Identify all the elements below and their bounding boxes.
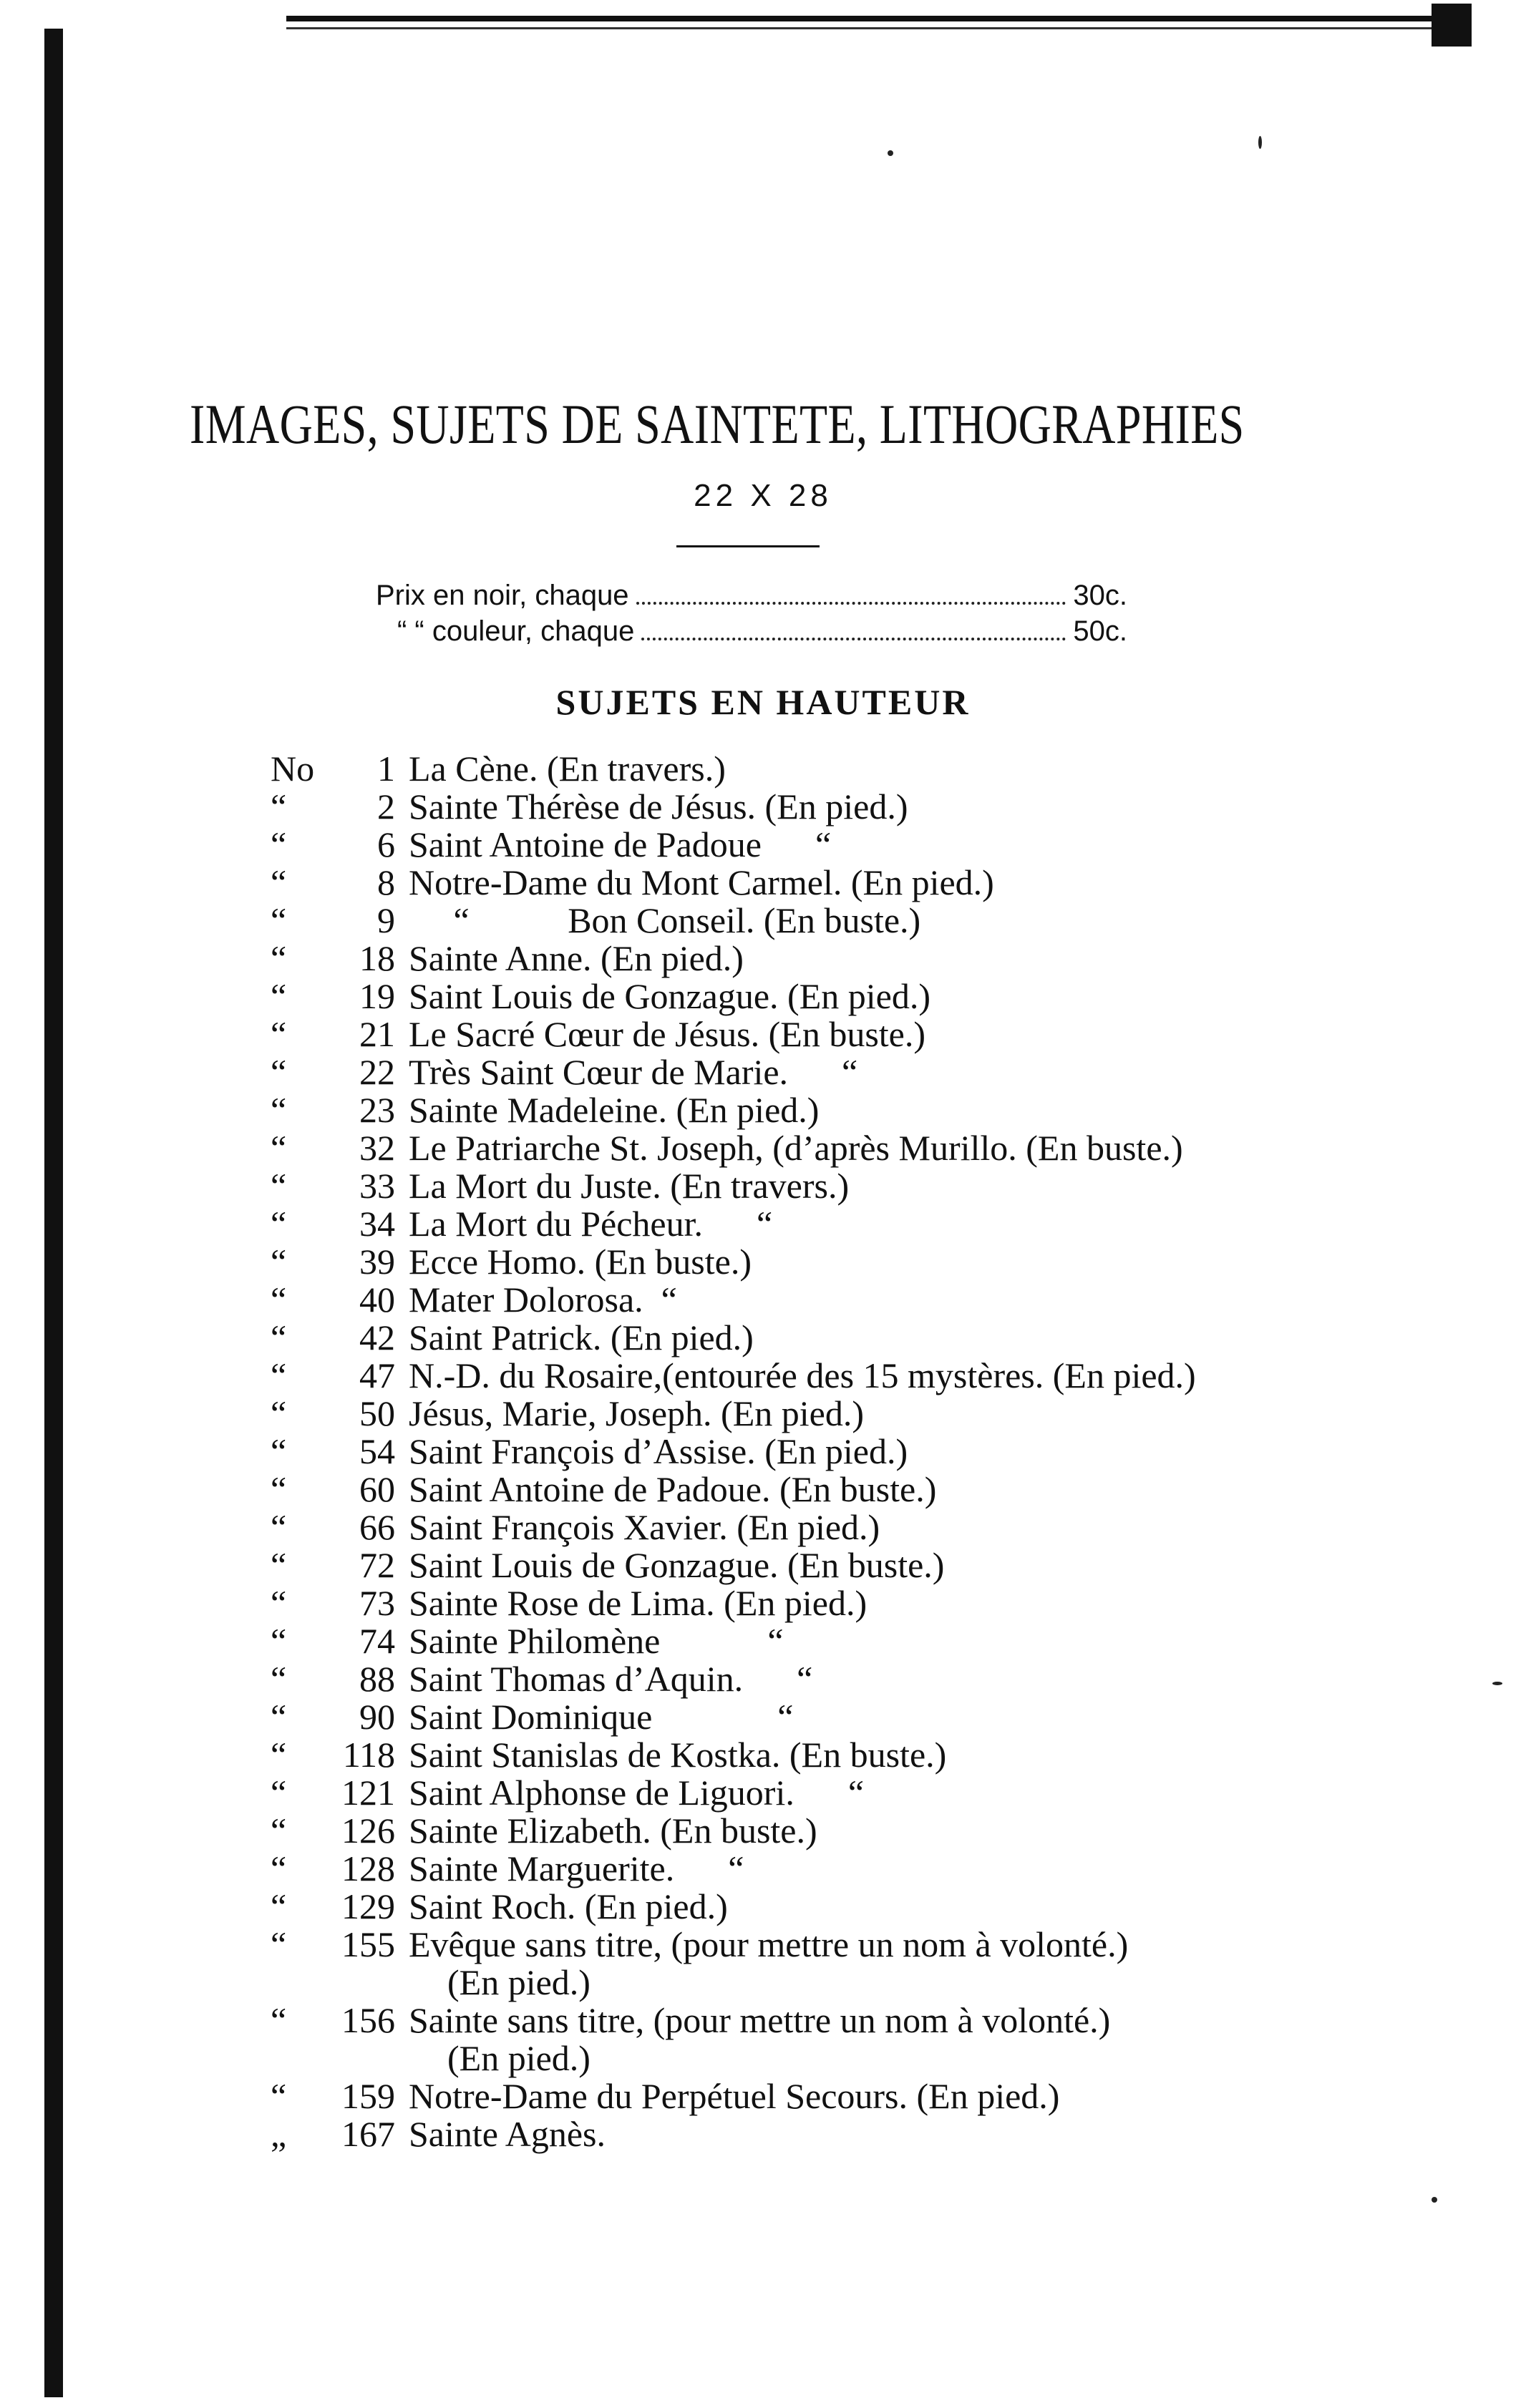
ink-speck [1258,136,1262,149]
item-number: 23 [359,1090,395,1130]
list-item [0,1888,1526,1926]
item-title: Mater Dolorosa. “ [409,1279,677,1320]
item-title: Le Sacré Cœur de Jésus. (En buste.) [409,1014,926,1054]
ditto-mark: “ [271,1052,287,1092]
item-number: 2 [377,786,395,827]
list-item [0,978,1526,1015]
item-number: 90 [359,1697,395,1737]
list-item [0,1281,1526,1319]
item-number: 18 [359,938,395,978]
list-item [0,2077,1526,2115]
ditto-mark: “ [271,1507,287,1547]
item-number: 8 [377,862,395,902]
item-title: La Cène. (En travers.) [409,749,726,789]
list-item [0,1584,1526,1622]
dimensions-label: 22 X 28 [694,478,832,513]
ditto-mark: “ [271,900,287,940]
item-title: N.-D. du Rosaire,(entourée des 15 mystères. (En pied.) [409,1355,1196,1395]
catalog-list [0,750,1526,2153]
item-title: Saint Roch. (En pied.) [409,1886,728,1926]
list-item [0,1926,1526,1964]
ditto-mark: “ [271,1014,287,1054]
item-number: 118 [342,1735,395,1775]
list-item [0,2002,1526,2039]
list-item [0,1243,1526,1281]
price-label: “ “ couleur, chaque [397,615,635,647]
item-title: Saint Dominique “ [409,1697,794,1737]
list-item [0,1395,1526,1433]
item-title: Sainte Agnès. [409,2114,606,2154]
list-item [0,1660,1526,1698]
ditto-mark: “ [271,2000,287,2040]
page-title [190,392,1245,457]
top-corner-mark [1432,4,1472,47]
item-number: 50 [359,1393,395,1433]
list-item [0,1053,1526,1091]
ditto-mark: “ [271,1166,287,1206]
item-number: 39 [359,1242,395,1282]
item-title: Saint François d’Assise. (En pied.) [409,1431,908,1471]
item-number: 88 [359,1659,395,1699]
list-item [0,1812,1526,1850]
ditto-mark: “ [271,1810,287,1851]
item-number: 155 [341,1924,395,1964]
item-title: Saint Louis de Gonzague. (En buste.) [409,1545,945,1585]
item-number: 40 [359,1279,395,1320]
item-number: 167 [341,2114,395,2154]
top-border-rule-thin [286,27,1471,29]
ditto-mark: “ [271,1773,287,1813]
ditto-mark: “ [271,1697,287,1737]
item-number: 74 [359,1621,395,1661]
list-item [0,864,1526,902]
item-title: Evêque sans titre, (pour mettre un nom à volonté.) [409,1924,1129,1964]
ditto-mark: “ [271,1735,287,1775]
list-item [0,1205,1526,1243]
item-title: La Mort du Juste. (En travers.) [409,1166,850,1206]
list-item [0,2115,1526,2153]
item-title: Saint Thomas d’Aquin. “ [409,1659,813,1699]
ditto-mark: “ [271,1924,287,1964]
item-title: Le Patriarche St. Joseph, (d’après Murillo. (En buste.) [409,1128,1183,1168]
item-title: Sainte sans titre, (pour mettre un nom à volonté.) [409,2000,1111,2040]
item-title-continuation: (En pied.) [447,1962,591,2002]
item-number: 6 [377,824,395,864]
list-item [0,1433,1526,1471]
ditto-mark: “ [271,1621,287,1661]
ditto-mark: „ [271,2114,287,2154]
ink-speck [888,150,893,156]
item-number: 156 [341,2000,395,2040]
price-amount: 30c. [1073,580,1127,611]
page-title-text: IMAGES, SUJETS DE SAINTETE, LITHOGRAPHIES [190,393,1245,455]
ditto-mark: “ [271,1848,287,1888]
list-item [0,1091,1526,1129]
price-label: Prix en noir, chaque [376,580,629,611]
ditto-mark: “ [271,1128,287,1168]
list-item [0,1129,1526,1167]
item-number: 121 [341,1773,395,1813]
ditto-mark: “ [271,1545,287,1585]
ditto-mark: “ [271,1583,287,1623]
item-number: 9 [377,900,395,940]
ditto-mark: “ [271,1431,287,1471]
ditto-mark: “ [271,1204,287,1244]
ditto-mark: “ [271,824,287,864]
list-item [0,1167,1526,1205]
ditto-mark: “ [271,1393,287,1433]
item-number: 72 [359,1545,395,1585]
ditto-mark: “ [271,786,287,827]
list-item [0,940,1526,978]
item-title: Ecce Homo. (En buste.) [409,1242,752,1282]
list-item [0,1774,1526,1812]
item-number: 21 [359,1014,395,1054]
item-title: Très Saint Cœur de Marie. “ [409,1052,858,1092]
title-divider [676,545,820,547]
list-item [0,826,1526,864]
item-title: Sainte Marguerite. “ [409,1848,744,1888]
ditto-mark: “ [271,1355,287,1395]
list-item [0,1015,1526,1053]
item-number: 22 [359,1052,395,1092]
list-item-continuation [0,1964,1526,2002]
list-item [0,1736,1526,1774]
item-title: Sainte Rose de Lima. (En pied.) [409,1583,868,1623]
item-number: 126 [341,1810,395,1851]
item-number: 159 [341,2076,395,2116]
item-title: Saint Patrick. (En pied.) [409,1317,754,1357]
price-amount: 50c. [1073,615,1127,647]
item-number: 66 [359,1507,395,1547]
item-title: Sainte Elizabeth. (En buste.) [409,1810,817,1851]
item-title: Saint Antoine de Padoue. (En buste.) [409,1469,937,1509]
item-title: Sainte Thérèse de Jésus. (En pied.) [409,786,908,827]
item-title: Sainte Philomène “ [409,1621,784,1661]
item-number: 1 [377,749,395,789]
price-line-color [376,615,1127,648]
ditto-mark: “ [271,1090,287,1130]
list-item-continuation [0,2039,1526,2077]
list-item [0,1698,1526,1736]
item-number: 19 [359,976,395,1016]
item-title: Notre-Dame du Perpétuel Secours. (En pied.) [409,2076,1060,2116]
list-item [0,1471,1526,1508]
item-title: Saint Alphonse de Liguori. “ [409,1773,865,1813]
list-item [0,750,1526,788]
item-number: 34 [359,1204,395,1244]
section-heading: SUJETS EN HAUTEUR [555,682,971,722]
list-item [0,788,1526,826]
dot-leader [641,638,1066,640]
item-title: Sainte Anne. (En pied.) [409,938,744,978]
ditto-mark: “ [271,976,287,1016]
item-title: Saint Stanislas de Kostka. (En buste.) [409,1735,947,1775]
item-title: Saint Antoine de Padoue “ [409,824,832,864]
item-title: La Mort du Pécheur. “ [409,1204,773,1244]
ditto-mark: “ [271,1317,287,1357]
ditto-mark: “ [271,938,287,978]
ditto-mark: “ [271,1279,287,1320]
list-item [0,1508,1526,1546]
ditto-mark: “ [271,2076,287,2116]
item-title: “ Bon Conseil. (En buste.) [409,900,921,940]
item-number: 129 [341,1886,395,1926]
item-title: Saint François Xavier. (En pied.) [409,1507,880,1547]
list-item [0,1319,1526,1357]
ditto-mark: “ [271,1242,287,1282]
price-line-black [376,580,1127,612]
item-number: 32 [359,1128,395,1168]
item-number: 47 [359,1355,395,1395]
item-number: 73 [359,1583,395,1623]
dot-leader [636,602,1066,605]
item-number: 128 [341,1848,395,1888]
top-border-rule [286,16,1471,21]
ink-speck [1432,2197,1437,2203]
item-number: 42 [359,1317,395,1357]
item-title: Sainte Madeleine. (En pied.) [409,1090,820,1130]
list-item [0,1622,1526,1660]
item-title: Jésus, Marie, Joseph. (En pied.) [409,1393,864,1433]
list-item [0,1357,1526,1395]
item-title: Saint Louis de Gonzague. (En pied.) [409,976,930,1016]
ditto-mark: “ [271,1659,287,1699]
item-title-continuation: (En pied.) [447,2038,591,2078]
list-item [0,1850,1526,1888]
list-item [0,902,1526,940]
ditto-mark: “ [271,862,287,902]
item-title: Notre-Dame du Mont Carmel. (En pied.) [409,862,994,902]
list-item [0,1546,1526,1584]
number-prefix: No [271,749,315,789]
item-number: 54 [359,1431,395,1471]
ditto-mark: “ [271,1469,287,1509]
ditto-mark: “ [271,1886,287,1926]
item-number: 60 [359,1469,395,1509]
item-number: 33 [359,1166,395,1206]
